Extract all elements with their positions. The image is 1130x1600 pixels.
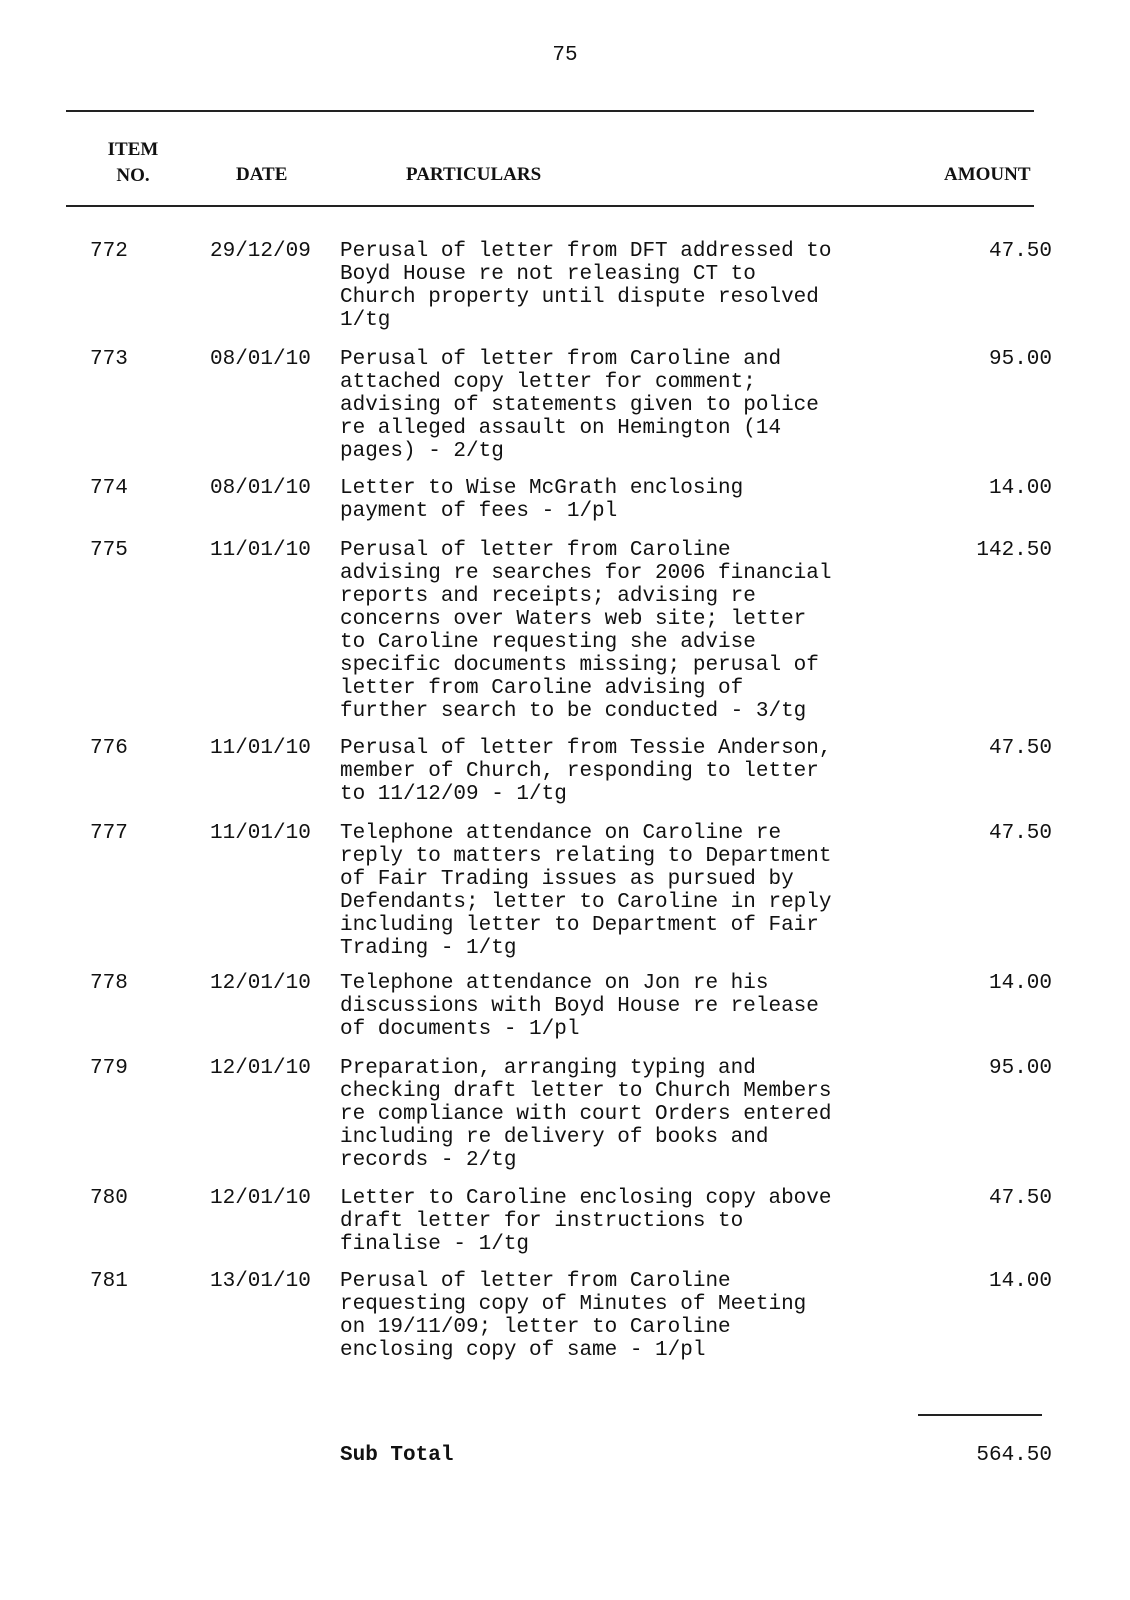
- header-top-rule: [66, 110, 1034, 112]
- entry-particulars-line: Perusal of letter from DFT addressed to: [340, 240, 832, 263]
- entry-particulars-line: Perusal of letter from Caroline: [340, 539, 731, 562]
- entry-particulars: [340, 737, 900, 806]
- entry-particulars-line: re compliance with court Orders entered: [340, 1103, 832, 1126]
- entry-particulars-line: checking draft letter to Church Members: [340, 1080, 832, 1103]
- entry-particulars: [340, 539, 900, 723]
- entry-particulars: [340, 477, 900, 523]
- entry-date: 29/12/09: [210, 240, 311, 263]
- entry-date: 11/01/10: [210, 737, 311, 760]
- entry-amount: 95.00: [988, 1057, 1052, 1080]
- entry-particulars-line: of Fair Trading issues as pursued by: [340, 868, 794, 891]
- subtotal-rule: [918, 1414, 1042, 1416]
- entry-particulars-line: reply to matters relating to Department: [340, 845, 832, 868]
- entry-item-no: 774: [90, 477, 128, 500]
- entry-particulars-line: advising re searches for 2006 financial: [340, 562, 832, 585]
- entry-particulars-line: enclosing copy of same - 1/pl: [340, 1339, 706, 1362]
- entry-date: 11/01/10: [210, 822, 311, 845]
- entry-particulars-line: Church property until dispute resolved: [340, 286, 819, 309]
- entry-particulars-line: Telephone attendance on Caroline re: [340, 822, 782, 845]
- entry-particulars-line: records - 2/tg: [340, 1149, 517, 1172]
- entry-date: 08/01/10: [210, 348, 311, 371]
- entry-amount: 142.50: [976, 539, 1052, 562]
- column-header-item-line1: ITEM: [107, 139, 159, 160]
- subtotal-label: Sub Total: [340, 1444, 454, 1467]
- entry-particulars-line: including letter to Department of Fair: [340, 914, 819, 937]
- entry-particulars-line: member of Church, responding to letter: [340, 760, 819, 783]
- entry-item-no: 775: [90, 539, 128, 562]
- entry-particulars-line: specific documents missing; perusal of: [340, 654, 819, 677]
- entry-particulars-line: Boyd House re not releasing CT to: [340, 263, 756, 286]
- entry-particulars-line: Perusal of letter from Tessie Anderson,: [340, 737, 832, 760]
- column-header-date: DATE: [236, 164, 288, 185]
- entry-particulars-line: further search to be conducted - 3/tg: [340, 700, 807, 723]
- entry-particulars-line: Defendants; letter to Caroline in reply: [340, 891, 832, 914]
- entry-item-no: 781: [90, 1270, 128, 1293]
- entry-amount: 47.50: [988, 240, 1052, 263]
- entry-particulars-line: attached copy letter for comment;: [340, 371, 756, 394]
- page-number: 75: [552, 44, 578, 67]
- entry-particulars: [340, 1057, 900, 1172]
- entry-item-no: 780: [90, 1187, 128, 1210]
- column-header-item-line2: NO.: [116, 165, 150, 186]
- entry-particulars-line: Letter to Caroline enclosing copy above: [340, 1187, 832, 1210]
- entry-particulars-line: concerns over Waters web site; letter: [340, 608, 807, 631]
- entry-particulars-line: to Caroline requesting she advise: [340, 631, 756, 654]
- entry-amount: 47.50: [988, 1187, 1052, 1210]
- entry-particulars-line: discussions with Boyd House re release: [340, 995, 819, 1018]
- entry-particulars-line: Preparation, arranging typing and: [340, 1057, 756, 1080]
- entry-particulars-line: Telephone attendance on Jon re his: [340, 972, 769, 995]
- entry-particulars-line: Trading - 1/tg: [340, 937, 517, 960]
- entry-date: 13/01/10: [210, 1270, 311, 1293]
- entry-item-no: 778: [90, 972, 128, 995]
- entry-date: 11/01/10: [210, 539, 311, 562]
- entry-amount: 14.00: [988, 477, 1052, 500]
- entry-amount: 47.50: [988, 822, 1052, 845]
- entry-particulars: [340, 822, 900, 960]
- entry-amount: 14.00: [988, 1270, 1052, 1293]
- entry-particulars-line: 1/tg: [340, 309, 391, 332]
- entry-particulars-line: Letter to Wise McGrath enclosing: [340, 477, 744, 500]
- entry-item-no: 773: [90, 348, 128, 371]
- entry-particulars-line: Perusal of letter from Caroline: [340, 1270, 731, 1293]
- column-header-particulars: PARTICULARS: [406, 164, 542, 185]
- subtotal-value: 564.50: [976, 1444, 1052, 1467]
- column-header-item-no: [98, 137, 168, 189]
- entry-particulars-line: on 19/11/09; letter to Caroline: [340, 1316, 731, 1339]
- entry-particulars: [340, 240, 900, 332]
- entry-date: 12/01/10: [210, 1187, 311, 1210]
- entry-particulars-line: of documents - 1/pl: [340, 1018, 580, 1041]
- entry-particulars-line: re alleged assault on Hemington (14: [340, 417, 782, 440]
- entry-particulars-line: finalise - 1/tg: [340, 1233, 530, 1256]
- entry-item-no: 776: [90, 737, 128, 760]
- entry-particulars-line: including re delivery of books and: [340, 1126, 769, 1149]
- entry-particulars-line: requesting copy of Minutes of Meeting: [340, 1293, 807, 1316]
- column-header-amount: AMOUNT: [944, 164, 1031, 185]
- entry-particulars-line: payment of fees - 1/pl: [340, 500, 618, 523]
- entry-item-no: 772: [90, 240, 128, 263]
- entry-amount: 95.00: [988, 348, 1052, 371]
- entry-amount: 14.00: [988, 972, 1052, 995]
- entry-particulars: [340, 1187, 900, 1256]
- entry-particulars: [340, 1270, 900, 1362]
- entry-date: 12/01/10: [210, 972, 311, 995]
- entry-particulars-line: Perusal of letter from Caroline and: [340, 348, 782, 371]
- entry-item-no: 779: [90, 1057, 128, 1080]
- entry-particulars-line: reports and receipts; advising re: [340, 585, 756, 608]
- entry-amount: 47.50: [988, 737, 1052, 760]
- entry-particulars-line: pages) - 2/tg: [340, 440, 504, 463]
- entry-date: 12/01/10: [210, 1057, 311, 1080]
- entry-date: 08/01/10: [210, 477, 311, 500]
- entry-item-no: 777: [90, 822, 128, 845]
- entry-particulars-line: draft letter for instructions to: [340, 1210, 744, 1233]
- entry-particulars: [340, 348, 900, 463]
- header-bottom-rule: [66, 205, 1034, 207]
- entry-particulars-line: letter from Caroline advising of: [340, 677, 744, 700]
- entry-particulars-line: to 11/12/09 - 1/tg: [340, 783, 567, 806]
- entry-particulars: [340, 972, 900, 1041]
- entry-particulars-line: advising of statements given to police: [340, 394, 819, 417]
